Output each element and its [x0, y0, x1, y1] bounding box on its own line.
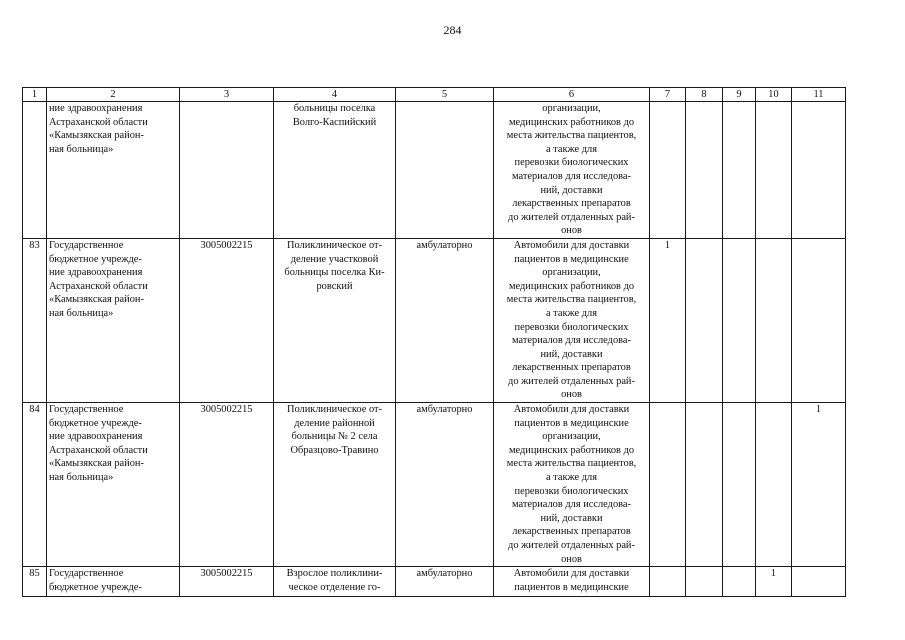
quantity-col-8: [686, 403, 723, 567]
quantity-col-7: [650, 567, 686, 597]
quantity-col-9: [723, 403, 756, 567]
quantity-col-11: [792, 567, 846, 597]
table-row: [23, 567, 846, 597]
tax-id: 3005002215: [180, 567, 274, 597]
vehicle-purpose: Автомобили для доставки пациентов в медицинские: [494, 567, 650, 597]
subdivision-name: больницы поселка Волго-Каспийский: [274, 102, 396, 239]
quantity-col-10: [756, 238, 792, 402]
quantity-col-11: 1: [792, 403, 846, 567]
care-type: амбулаторно: [396, 403, 494, 567]
quantity-col-10: [756, 403, 792, 567]
quantity-col-10: [756, 102, 792, 239]
column-header-2: 2: [47, 88, 180, 102]
column-header-3: 3: [180, 88, 274, 102]
care-type: [396, 102, 494, 239]
document-table: [22, 87, 846, 597]
quantity-col-11: [792, 238, 846, 402]
table-row: [23, 238, 846, 402]
row-number: 85: [23, 567, 47, 597]
column-header-7: 7: [650, 88, 686, 102]
quantity-col-9: [723, 238, 756, 402]
vehicle-purpose: Автомобили для доставки пациентов в медицинские организации, медицинских работников до места жительства пациентов, а также для перевозки биологических материалов для исследова- ний, доставки лекарственных препаратов до жителей отдаленных рай- онов: [494, 238, 650, 402]
organization-name: ние здравоохранения Астраханской области «Камызякская район- ная больница»: [47, 102, 180, 239]
quantity-col-8: [686, 567, 723, 597]
column-header-9: 9: [723, 88, 756, 102]
quantity-col-9: [723, 567, 756, 597]
table-row: [23, 403, 846, 567]
organization-name: Государственное бюджетное учрежде- ние здравоохранения Астраханской области «Камызякская район- ная больница»: [47, 238, 180, 402]
subdivision-name: Взрослое поликлини- ческое отделение го-: [274, 567, 396, 597]
organization-name: Государственное бюджетное учрежде-: [47, 567, 180, 597]
quantity-col-7: [650, 102, 686, 239]
column-header-1: 1: [23, 88, 47, 102]
quantity-col-10: 1: [756, 567, 792, 597]
column-header-4: 4: [274, 88, 396, 102]
vehicle-purpose: организации, медицинских работников до места жительства пациентов, а также для перевозки биологических материалов для исследова- ний, доставки лекарственных препаратов до жителей отдаленных рай- онов: [494, 102, 650, 239]
row-number: 84: [23, 403, 47, 567]
subdivision-name: Поликлиническое от- деление участковой больницы поселка Ки- ровский: [274, 238, 396, 402]
tax-id: 3005002215: [180, 238, 274, 402]
organization-name: Государственное бюджетное учрежде- ние здравоохранения Астраханской области «Камызякская район- ная больница»: [47, 403, 180, 567]
table-row: [23, 102, 846, 239]
quantity-col-7: [650, 403, 686, 567]
row-number: 83: [23, 238, 47, 402]
quantity-col-8: [686, 238, 723, 402]
vehicle-purpose: Автомобили для доставки пациентов в медицинские организации, медицинских работников до места жительства пациентов, а также для перевозки биологических материалов для исследова- ний, доставки лекарственных препаратов до жителей отдаленных рай- онов: [494, 403, 650, 567]
tax-id: 3005002215: [180, 403, 274, 567]
column-header-11: 11: [792, 88, 846, 102]
quantity-col-11: [792, 102, 846, 239]
column-header-10: 10: [756, 88, 792, 102]
column-header-5: 5: [396, 88, 494, 102]
subdivision-name: Поликлиническое от- деление районной больницы № 2 села Образцово-Травино: [274, 403, 396, 567]
column-header-6: 6: [494, 88, 650, 102]
quantity-col-9: [723, 102, 756, 239]
care-type: амбулаторно: [396, 567, 494, 597]
quantity-col-8: [686, 102, 723, 239]
row-number: [23, 102, 47, 239]
care-type: амбулаторно: [396, 238, 494, 402]
page-number: 284: [443, 23, 462, 37]
column-header-8: 8: [686, 88, 723, 102]
tax-id: [180, 102, 274, 239]
quantity-col-7: 1: [650, 238, 686, 402]
column-number-header-row: [23, 88, 846, 102]
